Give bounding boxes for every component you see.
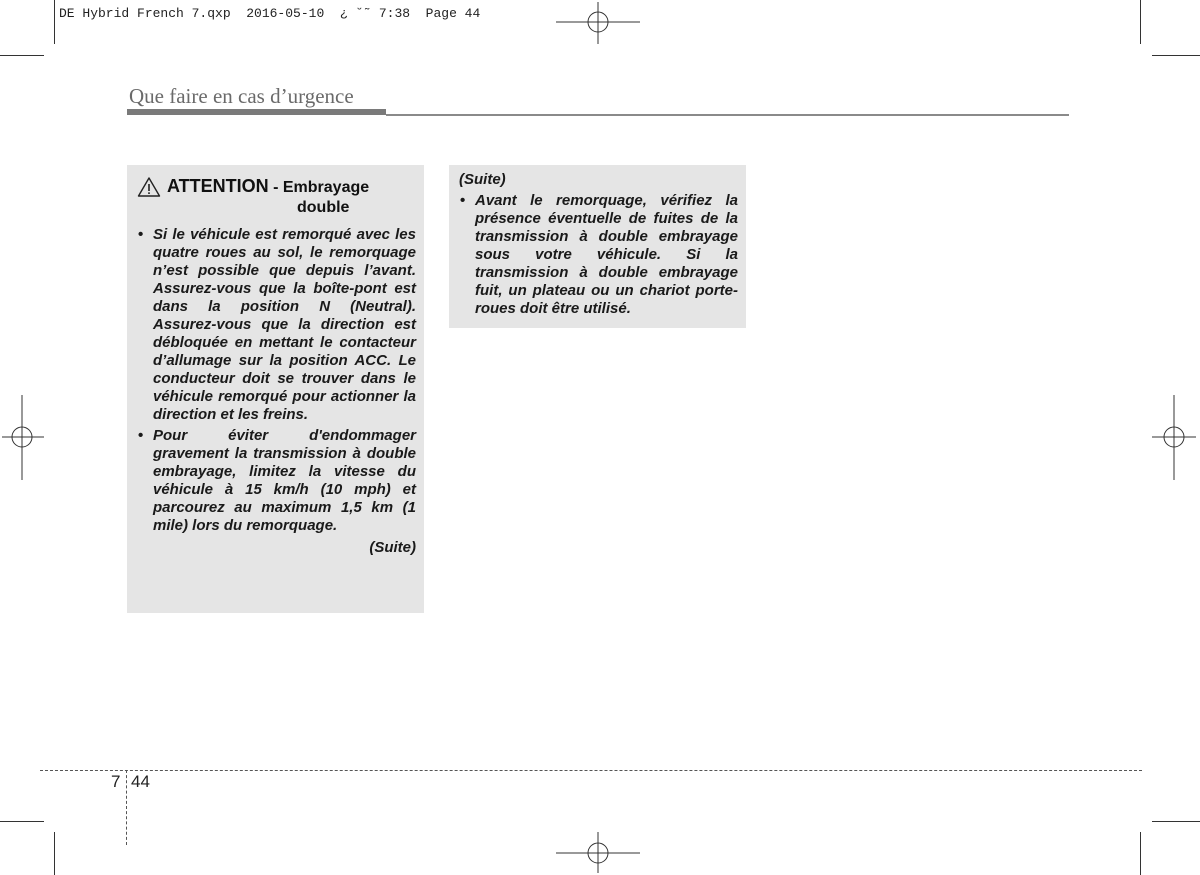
footer-dashed-rule xyxy=(40,770,1142,771)
warning-box xyxy=(127,165,424,613)
registration-target-left-icon xyxy=(2,395,44,480)
page-number: 44 xyxy=(131,772,150,791)
continued-list xyxy=(459,192,738,318)
registration-target-right-icon xyxy=(1152,395,1196,480)
section-title: Que faire en cas d’urgence xyxy=(129,84,354,108)
warning-list xyxy=(137,226,416,535)
warning-title xyxy=(167,176,369,218)
continued-box xyxy=(449,165,746,328)
footer-dashed-divider xyxy=(126,770,127,845)
continued-heading: (Suite) xyxy=(459,171,506,188)
warning-title-rest: - Embrayage xyxy=(273,179,370,196)
warning-title-line2: double xyxy=(297,199,350,216)
list-item: • Avant le remorquage, vérifiez la présence éventuelle de fuites de la transmission à double embrayage sous votre véhicule. Si la transmission à double embrayage fuit, un plateau ou un chariot porte-roues doit être utilisé. xyxy=(459,192,738,318)
print-slug-line: DE Hybrid French 7.qxp 2016-05-10 ¿ ˘˜ 7:38 Page 44 xyxy=(59,6,481,21)
warning-header xyxy=(137,176,416,218)
chapter-number: 7 xyxy=(111,772,121,791)
registration-target-bottom-icon xyxy=(556,832,640,873)
header-rule-thick xyxy=(127,109,386,115)
header-rule-thin xyxy=(386,114,1069,116)
list-item: • Pour éviter d'endommager gravement la transmission à double embrayage, limitez la vitesse du véhicule à 15 km/h (10 mph) et parcourez au maximum 1,5 km (1 mile) lors du remorquage. xyxy=(137,427,416,535)
continued-note: (Suite) xyxy=(369,539,416,556)
warning-triangle-icon xyxy=(137,176,161,198)
registration-target-top-icon xyxy=(556,2,640,44)
warning-title-word: ATTENTION xyxy=(167,176,269,196)
list-item: • Si le véhicule est remorqué avec les quatre roues au sol, le remorquage n’est possible que depuis l’avant. Assurez-vous que la boîte-pont est dans la position N (Neutral). Assurez-vous que la direction est débloquée en mettant le contacteur d’allumage sur la position ACC. Le conducteur doit se trouver dans le véhicule remorqué pour actionner la direction et les freins. xyxy=(137,226,416,424)
